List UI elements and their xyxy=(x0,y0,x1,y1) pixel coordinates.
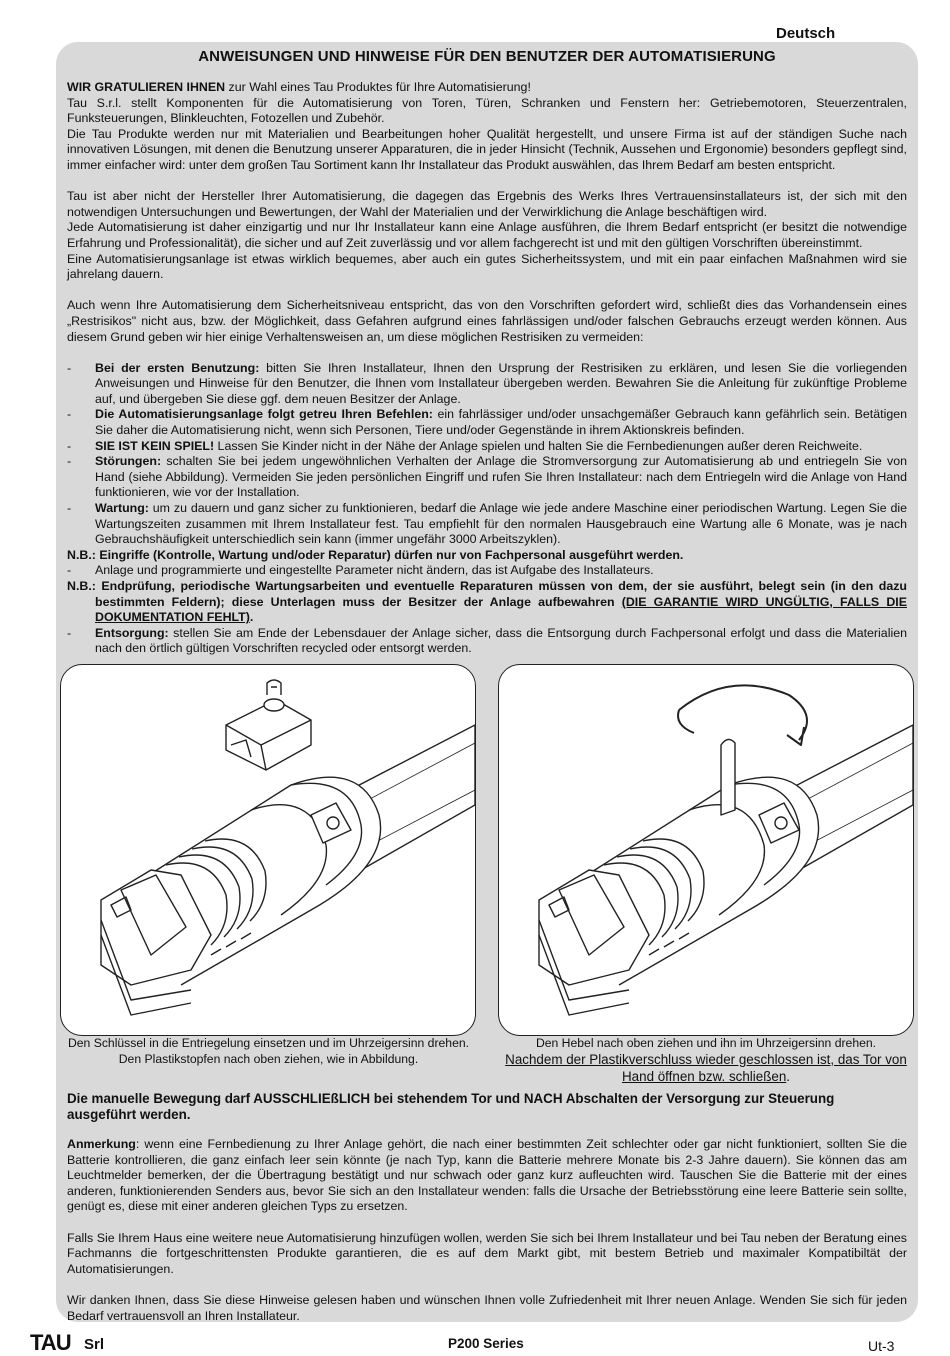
list-item xyxy=(67,361,907,408)
thanks-paragraph: Wir danken Ihnen, dass Sie diese Hinweise gelesen haben und wünschen Ihnen volle Zufriedenheit mit Ihrer neuen Anlage. Wenden Sie sich für jeden Bedarf vertrauensvoll an Ihren Installateur. xyxy=(67,1292,907,1323)
list-item xyxy=(67,563,907,579)
list-item-title: Wartung: xyxy=(95,501,149,516)
language-label: Deutsch xyxy=(776,25,836,42)
key-release-illustration xyxy=(60,664,476,1036)
list-dash: - xyxy=(67,454,72,469)
battery-note-text: : wenn eine Fernbedienung zu Ihrer Anlage gehört, die nach einer bestimmten Zeit schlechter oder gar nicht funktioniert, sollten Sie die Batterie kontrollieren, die ganz einfach leer sein könnte (je nach Typ, kann die Batterie mehrere Monate bis 2-3 Jahre dauern). Sie können das am Leuchtmelder bemerken, der die Übertragung bestätigt und nur schwach oder ganz kurz aufleuchten wird. Tauschen Sie die Batterie mit der eines anderen, funktionierenden Senders aus, bevor Sie sich an den Installateur wenden: falls die Ursache der Betriebsstörung eine leere Batterie sein sollte, genügt es, diese mit einer anderen gleichen Typs zu ersetzen. xyxy=(67,1137,907,1214)
list-dash: - xyxy=(67,407,72,422)
intro-p5: Eine Automatisierungsanlage ist etwas wirklich bequemes, aber auch ein gutes Sicherheitssystem, und mit ein paar einfachen Maßnahmen wird sie jahrelang dauern. xyxy=(67,251,907,282)
list-dash: - xyxy=(67,501,72,516)
page-title: ANWEISUNGEN UND HINWEISE FÜR DEN BENUTZER DER AUTOMATISIERUNG xyxy=(198,48,776,65)
note-documentation xyxy=(67,579,907,626)
list-item-text: um zu dauern und ganz sicher zu funktionieren, bedarf die Anlage wie jede andere Maschine einer periodischen Wartung. Legen Sie die Wartungszeiten zusammen mit Ihrem Installateur fest. Tau empfiehlt für den normalen Hausgebrauch eine Wartung alle 6 Monate, was je nach Gebrauchshäufigkeit unterschiedlich sein kann (immer ungefähr 3000 Arbeitszyklen). xyxy=(95,501,907,547)
closing-section xyxy=(67,1137,907,1340)
tau-logo: TAU xyxy=(30,1330,71,1355)
list-item-text: stellen Sie am Ende der Lebensdauer der Anlage sicher, dass die Entsorgung durch Fachpersonal erfolgt und dass die Materialien nach den örtlich gültigen Vorschriften recycled oder entsorgt werden. xyxy=(95,625,907,656)
left-caption xyxy=(56,1035,481,1067)
list-dash: - xyxy=(67,438,72,453)
right-caption-line1: Den Hebel nach oben ziehen und ihn im Uhrzeigersinn drehen. xyxy=(535,1036,877,1050)
intro-p2: Die Tau Produkte werden nur mit Materialien und Bearbeitungen hoher Qualität hergestellt, und unsere Firma ist auf der ständigen Suche nach innovativen Lösungen, mit denen die Benutzung unserer Apparaturen, die in jeder Hinsicht (Technik, Aussehen und Ergonomie) besonders gepflegt sind, immer einfacher wird: unter dem großen Tau Sortiment kann Ihr Installateur das Produkt auswählen, das Ihrem Bedarf am besten entspricht. xyxy=(67,126,907,172)
battery-note xyxy=(67,1137,907,1215)
page-number: Ut-3 xyxy=(868,1338,895,1354)
intro-p1: Tau S.r.l. stellt Komponenten für die Automatisierung von Toren, Türen, Schranken und Fenstern her: Getriebemotoren, Steuerzentralen, Funksteuerungen, Blinkleuchten, Fotozellen und Zubehör. xyxy=(67,95,907,126)
list-item xyxy=(67,439,907,455)
manual-movement-warning: Die manuelle Bewegung darf AUSSCHLIEßLICH bei stehendem Tor und NACH Abschalten der Versorgung zur Steuerung ausgeführt werden. xyxy=(67,1091,835,1122)
right-caption-line2-text: Nachdem der Plastikverschluss wieder geschlossen ist, das Tor von Hand öffnen bzw. schließen xyxy=(505,1052,907,1084)
note-documentation-end: . xyxy=(249,610,254,625)
list-item xyxy=(67,626,907,657)
product-series: P200 Series xyxy=(448,1336,524,1351)
battery-note-label: Anmerkung xyxy=(67,1137,136,1151)
list-item xyxy=(67,501,907,548)
note-documentation-text: N.B.: Endprüfung, periodische Wartungsarbeiten und eventuelle Reparaturen müssen von dem, der sie ausführt, belegt sein (in den dazu bestimmten Feldern); diese Unterlagen muss der Besitzer der Anlage aufbewahren xyxy=(67,579,907,609)
list-item-text: Anlage und programmierte und eingestellte Parameter nicht ändern, das ist Aufgabe des Installateurs. xyxy=(95,563,654,578)
intro-p6: Auch wenn Ihre Automatisierung dem Sicherheitsniveau entspricht, das von den Vorschriften gefordert wird, schließt dies das Vorhandensein eines „Restrisikos" nicht aus, bzw. der Möglichkeit, dass Gefahren aufgrund eines fahrlässigen und/oder falschen Gebrauchs erzeugt werden können. Aus diesem Grund geben wir hier einige Verhaltensweisen an, um diese möglichen Restrisiken zu vermeiden: xyxy=(67,298,907,344)
list-item-title: Störungen: xyxy=(95,454,162,469)
list-item-text: schalten Sie bei jedem ungewöhnlichen Verhalten der Anlage die Stromversorgung zur Automatisierung ab und entriegeln Sie von Hand (siehe Abbildung). Vermeiden Sie jeden persönlichen Eingriff und rufen Sie Ihren Installateur: nach dem Entriegeln wird die Anlage von Hand funktionieren, wie vor der Installation. xyxy=(95,454,907,500)
congrats-bold: WIR GRATULIEREN IHNEN xyxy=(67,80,226,94)
list-item-title: SIE IST KEIN SPIEL! xyxy=(95,438,215,453)
list-item-title: Bei der ersten Benutzung: xyxy=(95,360,260,375)
list-item xyxy=(67,407,907,438)
right-caption xyxy=(495,1035,917,1085)
lever-release-illustration xyxy=(498,664,914,1036)
instructions-body xyxy=(67,80,907,657)
warranty-warning: (DIE GARANTIE WIRD UNGÜLTIG, FALLS DIE DOKUMENTATION FEHLT) xyxy=(95,594,907,625)
key-release-drawing xyxy=(61,665,475,1035)
more-automation-paragraph: Falls Sie Ihrem Haus eine weitere neue Automatisierung hinzufügen wollen, werden Sie sich bei Ihrem Installateur und bei Tau neben der Beratung eines Fachmanns die fortgeschrittensten Produkte garantieren, die es auf dem Markt gibt, mit bestem Betrieb und maximaler Kompatibiltät der Automatisierungen. xyxy=(67,1230,907,1276)
list-item-text: Lassen Sie Kinder nicht in der Nähe der Anlage spielen und halten Sie die Fernbedienungen außer deren Reichweite. xyxy=(214,438,863,453)
congrats-text: zur Wahl eines Tau Produktes für Ihre Automatisierung! xyxy=(225,80,531,94)
list-dash: - xyxy=(67,625,72,640)
intro-p4: Jede Automatisierung ist daher einzigartig und nur Ihr Installateur kann eine Anlage ausführen, die Ihrem Bedarf entspricht (er besitzt die notwendige Erfahrung und Professionalität), die sicher und auf Zeit zuverlässig und vor allem fachgerecht ist und mit den gültigen Vorschriften übereinstimmt. xyxy=(67,220,907,250)
left-caption-line2: Den Plastikstopfen nach oben ziehen, wie in Abbildung. xyxy=(118,1052,419,1066)
right-caption-line2 xyxy=(495,1051,917,1085)
intro-p3: Tau ist aber nicht der Hersteller Ihrer Automatisierung, die dagegen das Ergebnis des Werks Ihres Vertrauensinstallateurs ist, der sich mit den notwendigen Untersuchungen und Bewertungen, der Wahl der Materialien und der Verwirklichung die Anlage beschäftigen wird. xyxy=(67,189,907,219)
list-item-text: bitten Sie Ihren Installateur, Ihnen den Ursprung der Restrisiken zu erklären, und lesen Sie die vorliegenden Anweisungen und Hinweise für den Benutzer, die Ihnen vom Installateur übergeben werden. Bewahren Sie die Anleitung für zukünftige Probleme auf, und übergeben Sie diese ggf. dem neuen Besitzer der Anlage. xyxy=(95,360,907,406)
list-dash: - xyxy=(67,563,72,578)
lever-release-drawing xyxy=(499,665,913,1035)
note-specialist: N.B.: Eingriffe (Kontrolle, Wartung und/oder Reparatur) dürfen nur von Fachpersonal ausgeführt werden. xyxy=(67,547,684,562)
list-item-text: ein fahrlässiger und/oder unsachgemäßer Gebrauch kann gefährlich sein. Betätigen Sie daher die Automatisierung nicht, wenn sich Personen, Tiere und/oder Gegenstände in ihrem Aktionskreis befinden. xyxy=(95,407,907,438)
list-item xyxy=(67,454,907,501)
congrats-line xyxy=(67,80,907,96)
list-item-title: Entsorgung: xyxy=(95,625,169,640)
list-dash: - xyxy=(67,360,72,375)
right-caption-line2-end: . xyxy=(786,1069,790,1084)
left-caption-line1: Den Schlüssel in die Entriegelung einsetzen und im Uhrzeigersinn drehen. xyxy=(67,1036,470,1050)
list-item-title: Die Automatisierungsanlage folgt getreu Ihren Befehlen: xyxy=(95,407,433,422)
company-suffix: Srl xyxy=(84,1336,105,1353)
